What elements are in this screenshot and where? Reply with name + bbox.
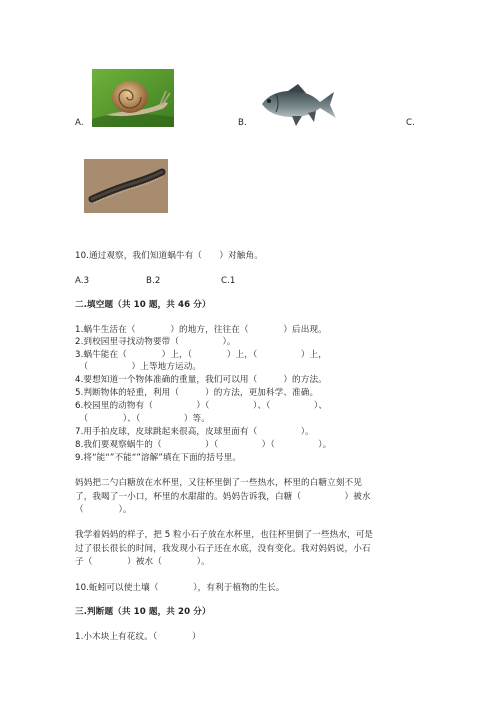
paragraph-1-line-1: 妈妈把二勺白糖放在水杯里，又往杯里倒了一些热水，杯里的白糖立刻不见 xyxy=(75,478,362,488)
paragraph-1-line-3: （ ）。 xyxy=(75,505,132,515)
paragraph-2-line-1: 我学着妈妈的样子，把 5 粒小石子放在水杯里，也往杯里倒了一些热水，可是 xyxy=(75,530,374,540)
section-3-heading: 三.判断题（共 10 题，共 20 分） xyxy=(75,607,211,617)
fill-line-4: 4.要想知道一个物体准确的重量，我们可以用（ ）的方法。 xyxy=(75,375,327,385)
fill-line-3: 3.蜗牛能在（ ）上，（ ）上，（ ）上， xyxy=(75,350,327,360)
fill-line-3b: （ ）上等地方运动。 xyxy=(75,362,202,372)
fill-line-9: 9.将“能“”不能“”溶解”填在下面的括号里。 xyxy=(75,453,242,463)
fill-line-1: 1.蜗牛生活在（ ）的地方，往往在（ ）后出现。 xyxy=(75,325,327,335)
option-a-label: A. xyxy=(75,118,84,128)
fish-image xyxy=(258,82,338,128)
fill-line-10: 10.蚯蚓可以使土壤（ ），有利于植物的生长。 xyxy=(75,583,285,593)
fill-line-8: 8.我们要观察蜗牛的（ ）（ ）（ ）。 xyxy=(75,440,332,450)
judge-line-1: 1.小木块上有花纹。（ ） xyxy=(75,632,201,642)
q10-option-b: B.2 xyxy=(146,276,161,286)
paragraph-2-line-3: 子（ ）被水（ ）。 xyxy=(75,557,210,567)
question-10-text: 10.通过观察，我们知道蜗牛有（ ）对触角。 xyxy=(75,251,263,261)
q10-option-c: C.1 xyxy=(221,276,236,286)
snail-image xyxy=(92,69,174,127)
fill-line-2: 2.到校园里寻找动物要带（ ）。 xyxy=(75,337,236,347)
fill-line-5: 5.判断物体的轻重，利用（ ）的方法，更加科学、准确。 xyxy=(75,388,319,398)
q10-option-a: A.3 xyxy=(75,276,90,286)
fill-line-6b: （ ）、（ ）等。 xyxy=(75,414,210,424)
option-c-label: C. xyxy=(406,118,415,128)
fill-line-7: 7.用手拍皮球，皮球跳起来很高，皮球里面有（ ）。 xyxy=(75,427,314,437)
option-b-label: B. xyxy=(238,118,247,128)
millipede-image xyxy=(84,159,168,213)
paragraph-1-line-2: 了，我喝了一小口，杯里的水甜甜的。妈妈告诉我，白糖（ ）被水 xyxy=(75,492,371,502)
section-2-heading: 二.填空题（共 10 题，共 46 分） xyxy=(75,300,211,310)
paragraph-2-line-2: 过了很长很长的时间，我发现小石子还在水底，没有变化。我对妈妈说，小石 xyxy=(75,544,371,554)
fill-line-6: 6.校园里的动物有（ ）（ ）、（ ）、 xyxy=(75,401,328,411)
